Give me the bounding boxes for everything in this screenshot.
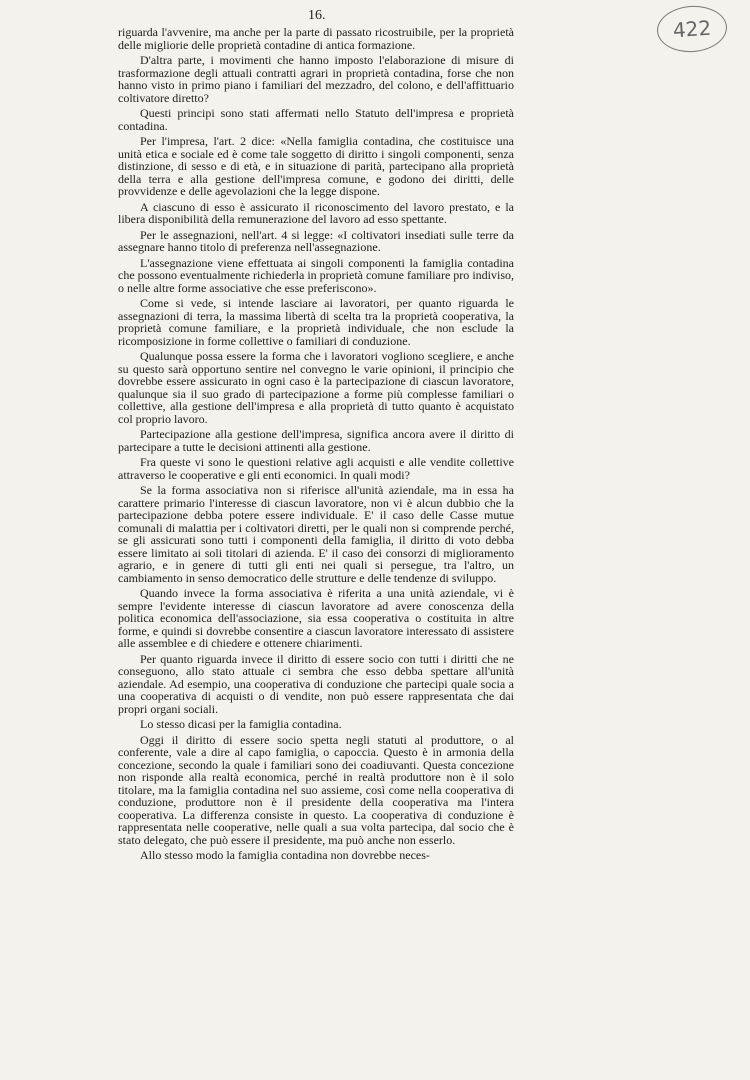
paragraph: Come si vede, si intende lasciare ai lavoratori, per quanto riguarda le assegnazioni di terra, la massima libertà di scelta tra la proprietà cooperativa, la proprietà comune familiare, e la proprietà individuale, che non esclude la ricomposizione in forme collettive o familiari di conduzione. [118,296,514,348]
paragraph: Partecipazione alla gestione dell'impresa, significa ancora avere il diritto di partecipare a tutte le decisioni attinenti alla gestione. [118,427,514,454]
paragraph: Per le assegnazioni, nell'art. 4 si legge: «I coltivatori insediati sulle terre da assegnare hanno titolo di preferenza nell'assegnazione. [118,227,514,254]
body-text [118,26,514,865]
paragraph: Qualunque possa essere la forma che i lavoratori vogliono scegliere, e anche su questo sarà opportuno sentire nel convegno le varie opinioni, il principio che dovrebbe essere assicurato in ogni caso è la partecipazione di ciascun lavoratore, qualunque sia il suo grado di partecipazione a forme più complesse familiari o collettive, alla gestione dell'impresa e alla proprietà di tutto quanto è acquistato col proprio lavoro. [118,349,514,426]
page-number: 16. [308,8,326,23]
paragraph: Allo stesso modo la famiglia contadina non dovrebbe neces- [140,848,430,862]
paragraph: Quando invece la forma associativa è riferita a una unità aziendale, vi è sempre l'evidente interesse di ciascun lavoratore ad avere conoscenza della politica economica dell'associazione, sia essa cooperativa o costituita in altre forme, e quindi si dovrebbe consentire a ciascun lavoratore interessato di assistere alle assemblee e di chiedere e ottenere chiarimenti. [118,586,514,650]
paragraph: A ciascuno di esso è assicurato il riconoscimento del lavoro prestato, e la libera disponibilità della remunerazione del lavoro ad esso spettante. [118,199,514,226]
paragraph: Per l'impresa, l'art. 2 dice: «Nella famiglia contadina, che costituisce una unità etica e sociale ed è come tale soggetto di diritto i singoli componenti, senza distinzione, di sesso e di età, e in situazione di parità, partecipano alla proprietà della terra e alla gestione dell'impresa comune, e godono dei diritti, delle provvidenze e delle agevolazioni che la legge dispone. [118,134,514,198]
paragraph: Oggi il diritto di essere socio spetta negli statuti al produttore, o al conferente, vale a dire al capo famiglia, o capoccia. Questo è in armonia della concezione, secondo la quale i familiari sono dei coadiuvanti. Questa concezione non risponde alla realtà economica, perché in realtà produttore non è il solo titolare, ma la famiglia contadina nel suo assieme, così come nella cooperativa di conduzione, produttore non è il presidente della cooperativa ma l'intera cooperativa. La differenza consiste in questo. La cooperativa di conduzione è rappresentata nelle cooperative, nelle quali a sua volta partecipa, dal socio che è stato delegato, che può essere il presidente, ma può anche non esserlo. [118,732,514,847]
paragraph: Questi principi sono stati affermati nello Statuto dell'impresa e proprietà contadina. [118,106,514,133]
paragraph: Fra queste vi sono le questioni relative agli acquisti e alle vendite collettive attraverso le cooperative e gli enti economici. In quali modi? [118,455,514,482]
paragraph: riguarda l'avvenire, ma anche per la parte di passato ricostruibile, per la proprietà delle migliorie delle proprietà contadine di antica formazione. [118,25,514,52]
paragraph: L'assegnazione viene effettuata ai singoli componenti la famiglia contadina che possono eventualmente richiederla in proprietà comune familiare pro indiviso, o nelle altre forme associative che esse preferiscono». [118,255,514,295]
paragraph: Per quanto riguarda invece il diritto di essere socio con tutti i diritti che ne conseguono, allo stato attuale ci sembra che esso debba spettare all'unità aziendale. Ad esempio, una cooperativa di conduzione che partecipi quale socia a una cooperativa di acquisti o di vendite, non può essere rappresentata che dai propri organi sociali. [118,651,514,716]
archive-number-stamp: 422 [655,4,728,55]
paragraph: D'altra parte, i movimenti che hanno imposto l'elaborazione di misure di trasformazione degli attuali contratti agrari in proprietà contadina, forse che non hanno visto in primo piano i familiari del mezzadro, del colono, e dell'affittuario coltivatore diretto? [118,53,514,105]
paragraph: Lo stesso dicasi per la famiglia contadina. [140,717,342,731]
paragraph: Se la forma associativa non si riferisce all'unità aziendale, ma in essa ha carattere primario l'interesse di ciascun lavoratore, non vi è alcun dubbio che la partecipazione debba potere essere individuale. E' il caso delle Casse mutue comunali di malattia per i coltivatori diretti, per le quali non si comprende perché, se gli assicurati sono tutti i componenti della famiglia, il diritto di voto debba essere limitato ai soli titolari di azienda. E' il caso dei consorzi di miglioramento agrario, e in genere di tutti gli enti nei quali si persegue, tra l'altro, un cambiamento in senso democratico delle strutture e delle tendenze di sviluppo. [118,483,514,585]
